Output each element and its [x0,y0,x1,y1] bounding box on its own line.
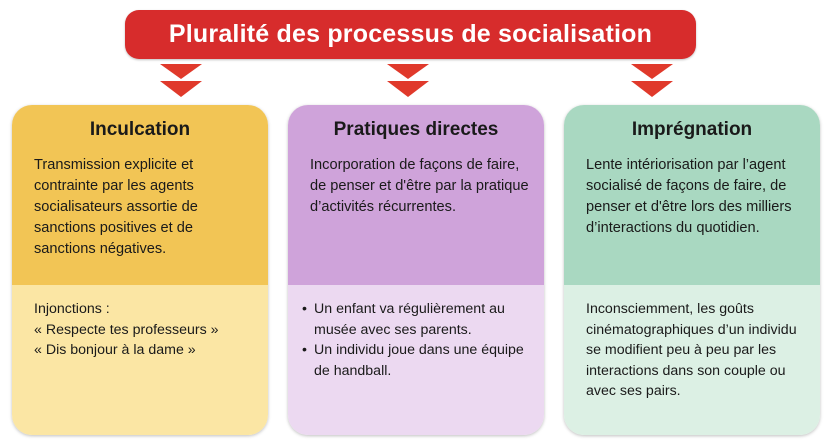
list-item [302,299,532,340]
arrow-down-icon [387,64,429,98]
card-description: Lente intériorisation par l’agent socialisé de façons de faire, de penser et d'être lors des milliers d’interactions du quotidien. [586,157,792,236]
card-heading: Inculcation [89,119,191,140]
card-example [34,299,256,361]
card-example: Inconsciemment, les goûts cinématographiques d’un individu se modifient peu à peu par les interactions dans son couple ou avec ses pairs. [586,301,797,399]
card-header-section [288,105,544,285]
card-header-section [564,105,820,285]
list-item [302,340,532,381]
example-line: « Respecte tes professeurs » [34,321,219,338]
card-description: Incorporation de façons de faire, de penser et d'être par la pratique d’activités récurrentes. [310,157,529,215]
card-pratiques-directes [288,105,544,435]
card-heading: Imprégnation [631,119,753,140]
card-impregnation [564,105,820,435]
card-heading: Pratiques directes [333,119,499,140]
bullet-icon: • [302,342,307,358]
bullet-icon: • [302,301,307,317]
list-item-text: Un individu joue dans une équipe de handball. [314,342,524,379]
arrow-down-icon [631,64,673,98]
card-example-section [564,285,820,435]
card-description: Transmission explicite et contrainte par les agents socialisateurs assortie de sanctions positives et de sanctions négatives. [34,157,198,257]
example-line: « Dis bonjour à la dame » [34,342,196,358]
card-example-section [12,285,268,435]
card-example-section [288,285,544,435]
diagram-title: Pluralité des processus de socialisation [168,20,653,48]
title-banner [125,10,696,59]
card-inculcation [12,105,268,435]
arrow-down-icon [160,64,202,98]
card-example [302,299,532,381]
list-item-text: Un enfant va régulièrement au musée avec ses parents. [314,301,505,338]
card-header-section [12,105,268,285]
example-line: Injonctions : [34,301,110,317]
